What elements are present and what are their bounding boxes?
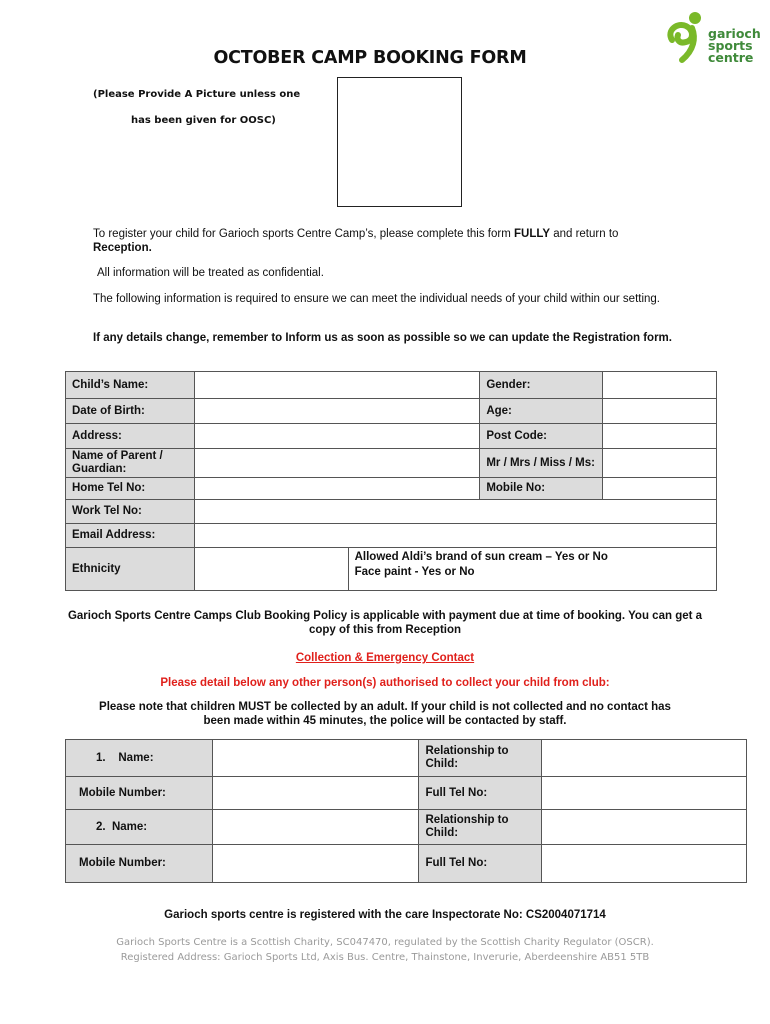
parent-field[interactable] bbox=[194, 449, 479, 478]
facepaint-permission: Face paint - Yes or No bbox=[354, 566, 475, 578]
dob-field[interactable] bbox=[194, 399, 479, 424]
contact-1-full-tel-label: Full Tel No: bbox=[419, 777, 542, 810]
footer bbox=[60, 935, 710, 965]
contact-2-name-label bbox=[66, 810, 213, 845]
title-options-label: Mr / Mrs / Miss / Ms: bbox=[480, 449, 603, 478]
logo-line-1: garioch bbox=[708, 26, 761, 41]
gender-label: Gender: bbox=[480, 372, 603, 399]
child-details-table bbox=[65, 371, 717, 591]
suncream-permission: Allowed Aldi’s brand of sun cream – Yes or No bbox=[354, 551, 608, 563]
table-row bbox=[66, 478, 717, 500]
collection-heading: Collection & Emergency Contact bbox=[295, 652, 475, 664]
intro-paragraph-4: If any details change, remember to Inform us as soon as possible so we can update the Registration form. bbox=[93, 332, 672, 344]
table-row bbox=[66, 845, 747, 883]
contact-2-mobile-field[interactable] bbox=[212, 845, 419, 883]
footer-line-1: Garioch Sports Centre is a Scottish Charity, SC047470, regulated by the Scottish Charity Regulator (OSCR). bbox=[116, 937, 654, 948]
ethnicity-label: Ethnicity bbox=[66, 548, 195, 591]
contact-1-number: 1. bbox=[96, 751, 106, 764]
intro-bold-reception: Reception. bbox=[93, 242, 152, 254]
contact-2-number: 2. bbox=[96, 820, 106, 833]
title-options-field[interactable] bbox=[603, 449, 717, 478]
contact-1-relationship-label: Relationship to Child: bbox=[419, 740, 542, 777]
table-row bbox=[66, 777, 747, 810]
gender-field[interactable] bbox=[603, 372, 717, 399]
contact-2-full-tel-field[interactable] bbox=[542, 845, 747, 883]
collection-note: Please note that children MUST be collected by an adult. If your child is not collected and no contact has been made within 45 minutes, the police will be contacted by staff. bbox=[99, 701, 671, 727]
permissions-cell bbox=[348, 548, 716, 591]
work-tel-label: Work Tel No: bbox=[66, 500, 195, 524]
table-row bbox=[66, 524, 717, 548]
care-inspectorate: Garioch sports centre is registered with the care Inspectorate No: CS2004071714 bbox=[164, 909, 606, 921]
post-code-field[interactable] bbox=[603, 424, 717, 449]
mobile-field[interactable] bbox=[603, 478, 717, 500]
contact-1-name-label bbox=[66, 740, 213, 777]
contact-2-mobile-label: Mobile Number: bbox=[66, 845, 213, 883]
contact-1-name-text: Name: bbox=[118, 751, 154, 764]
contact-1-name-field[interactable] bbox=[212, 740, 419, 777]
contact-2-relationship-label: Relationship to Child: bbox=[419, 810, 542, 845]
age-field[interactable] bbox=[603, 399, 717, 424]
collection-instruction: Please detail below any other person(s) authorised to collect your child from club: bbox=[160, 677, 610, 689]
table-row bbox=[66, 740, 747, 777]
childs-name-field[interactable] bbox=[194, 372, 479, 399]
table-row bbox=[66, 424, 717, 449]
table-row bbox=[66, 548, 717, 591]
address-field[interactable] bbox=[194, 424, 479, 449]
intro-paragraph-1 bbox=[93, 227, 678, 255]
contact-2-name-text: Name: bbox=[111, 820, 148, 833]
age-label: Age: bbox=[480, 399, 603, 424]
contact-table bbox=[65, 739, 747, 883]
email-field[interactable] bbox=[194, 524, 716, 548]
dob-label: Date of Birth: bbox=[66, 399, 195, 424]
contact-1-mobile-field[interactable] bbox=[212, 777, 419, 810]
post-code-label: Post Code: bbox=[480, 424, 603, 449]
intro-text: To register your child for Garioch sports Centre Camp’s, please complete this form bbox=[93, 228, 514, 240]
address-label: Address: bbox=[66, 424, 195, 449]
picture-note-line-2: has been given for OOSC) bbox=[131, 115, 276, 126]
table-row bbox=[66, 399, 717, 424]
table-row bbox=[66, 810, 747, 845]
work-tel-field[interactable] bbox=[194, 500, 716, 524]
picture-note-line-1: (Please Provide A Picture unless one bbox=[93, 89, 301, 100]
intro-text-mid: and return to bbox=[550, 228, 619, 240]
mobile-label: Mobile No: bbox=[480, 478, 603, 500]
ethnicity-field[interactable] bbox=[194, 548, 348, 591]
table-row bbox=[66, 372, 717, 399]
photo-box[interactable] bbox=[337, 77, 462, 207]
contact-1-mobile-label: Mobile Number: bbox=[66, 777, 213, 810]
contact-1-full-tel-field[interactable] bbox=[542, 777, 747, 810]
home-tel-field[interactable] bbox=[194, 478, 479, 500]
parent-label: Name of Parent / Guardian: bbox=[66, 449, 195, 478]
booking-policy: Garioch Sports Centre Camps Club Booking Policy is applicable with payment due at time of booking. You can get a copy of this from Reception bbox=[67, 610, 703, 636]
childs-name-label: Child’s Name: bbox=[66, 372, 195, 399]
email-label: Email Address: bbox=[66, 524, 195, 548]
intro-paragraph-2: All information will be treated as confidential. bbox=[97, 267, 324, 279]
home-tel-label: Home Tel No: bbox=[66, 478, 195, 500]
contact-1-relationship-field[interactable] bbox=[542, 740, 747, 777]
contact-2-relationship-field[interactable] bbox=[542, 810, 747, 845]
contact-2-name-field[interactable] bbox=[212, 810, 419, 845]
footer-line-2: Registered Address: Garioch Sports Ltd, Axis Bus. Centre, Thainstone, Inverurie, Aberdeenshire AB51 5TB bbox=[120, 952, 650, 963]
logo-line-3: centre bbox=[708, 50, 754, 65]
contact-2-full-tel-label: Full Tel No: bbox=[419, 845, 542, 883]
intro-bold-fully: FULLY bbox=[514, 228, 550, 240]
logo-line-2: sports bbox=[708, 38, 753, 53]
intro-paragraph-3: The following information is required to ensure we can meet the individual needs of your child within our setting. bbox=[93, 293, 661, 305]
page-title: OCTOBER CAMP BOOKING FORM bbox=[213, 48, 527, 68]
table-row bbox=[66, 449, 717, 478]
table-row bbox=[66, 500, 717, 524]
